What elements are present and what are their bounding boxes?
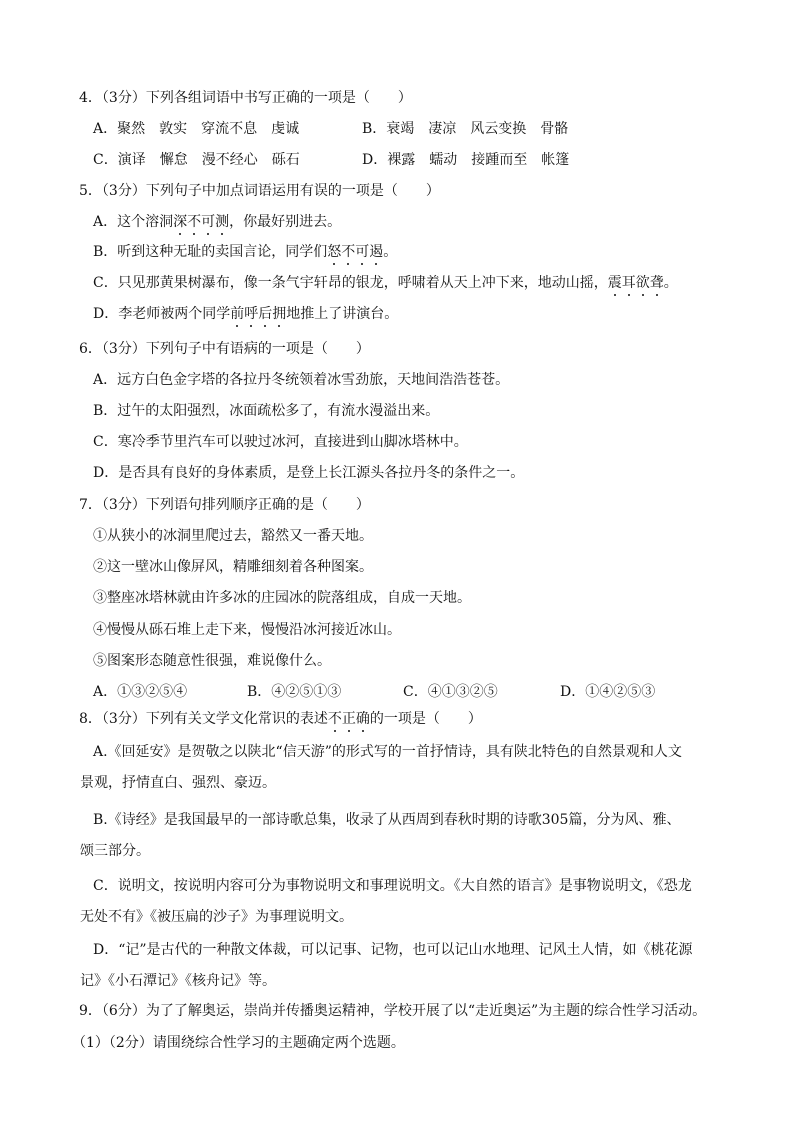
emphasis-char: 耳 — [621, 275, 636, 291]
question-7-sentence-5: ⑤图案形态随意性很强，难说像什么。 — [93, 653, 331, 669]
question-6-option-c: C．寒冷季节里汽车可以驶过冰河，直接进到山脚冰塔林中。 — [93, 434, 468, 450]
question-4-option-d: D．裸露 蠕动 接踵而至 帐篷 — [362, 152, 570, 168]
question-9-sub-1: （1）（2分）请围绕综合性学习的主题确定两个选题。 — [72, 1035, 405, 1051]
question-4-option-c: C．演译 懈怠 漫不经心 砾石 — [93, 152, 300, 168]
question-8-stem — [79, 709, 482, 729]
option-text: 。 — [663, 275, 678, 291]
emphasis-char: 不 — [341, 244, 356, 260]
emphasis-char: 拥 — [272, 306, 287, 322]
question-7-stem: 7．（3分）下列语句排列顺序正确的是（ ） — [79, 497, 370, 513]
emphasis-char: 正 — [341, 711, 356, 727]
emphasis-char: 深 — [173, 214, 188, 230]
question-8-option-d-line-1: D．“记”是古代的一种散文体裁，可以记事、记物，也可以记山水地理、记风土人情，如《桃花源 — [93, 942, 693, 958]
question-5-option-b — [93, 242, 397, 262]
emphasis-char: 不 — [327, 711, 342, 727]
question-7-sentence-3: ③整座冰塔林就由许多冰的庄园冰的院落组成，自成一天地。 — [93, 590, 471, 606]
emphasis-char: 不 — [187, 214, 202, 230]
emphasized-phrase — [327, 244, 383, 260]
option-text: A．这个溶洞 — [93, 214, 174, 230]
question-6-option-a: A．远方白色金字塔的各拉丹冬统领着冰雪劲旅，天地间浩浩苍苍。 — [93, 372, 510, 388]
option-text: 。 — [383, 244, 398, 260]
question-8-option-d-line-2: 记》《小石潭记》《核舟记》等。 — [80, 973, 276, 989]
question-8-option-a-line-2: 景观，抒情直白、强烈、豪迈。 — [80, 775, 276, 791]
option-text: B．听到这种无耻的卖国言论，同学们 — [93, 244, 328, 260]
question-9-stem: 9．（6分）为了了解奥运，崇尚并传播奥运精神，学校开展了以“走近奥运”为主题的综合性学习活动。 — [79, 1003, 707, 1019]
question-4-option-b: B．衰竭 凄凉 风云变换 骨骼 — [362, 121, 569, 137]
question-8-option-a-line-1: A.《回延安》是贺敬之以陕北“信天游”的形式写的一首抒情诗，具有陕北特色的自然景观和人文 — [93, 744, 682, 760]
question-8-option-c-line-1: C．说明文，按说明内容可分为事物说明文和事理说明文。《大自然的语言》是事物说明文，《恐龙 — [93, 878, 692, 894]
question-5-stem: 5．（3分）下列句子中加点词语运用有误的一项是（ ） — [79, 183, 440, 199]
question-7-sentence-4: ④慢慢从砾石堆上走下来，慢慢沿冰河接近冰山。 — [93, 622, 401, 638]
question-7-option-c: C．④①③②⑤ — [403, 684, 498, 700]
question-7-sentence-2: ②这一壁冰山像屏风，精雕细刻着各种图案。 — [93, 559, 373, 575]
stem-text: 的一项是（ ） — [369, 711, 482, 727]
emphasis-char: 可 — [201, 214, 216, 230]
question-7-option-d: D．①④②⑤③ — [560, 684, 656, 700]
emphasized-phrase — [328, 711, 370, 727]
emphasis-char: 可 — [355, 244, 370, 260]
question-4-option-a: A．聚然 敦实 穿流不息 虔诚 — [93, 121, 300, 137]
question-6-stem: 6．（3分）下列句子中有语病的一项是（ ） — [79, 341, 370, 357]
option-text: 地推上了讲演台。 — [286, 306, 399, 322]
emphasis-char: 欲 — [635, 275, 650, 291]
question-8-option-c-line-2: 无处不有》《被压扁的沙子》为事理说明文。 — [80, 909, 353, 925]
emphasis-char: 呼 — [244, 306, 259, 322]
emphasis-char: 后 — [258, 306, 273, 322]
emphasis-char: 确 — [355, 711, 370, 727]
emphasis-char: 前 — [230, 306, 245, 322]
question-7-option-b: B．④②⑤①③ — [247, 684, 342, 700]
question-7-option-a: A．①③②⑤④ — [93, 684, 188, 700]
question-8-option-b-line-2: 颂三部分。 — [80, 843, 150, 859]
option-text: C．只见那黄果树瀑布，像一条气宇轩昂的银龙，呼啸着从天上冲下来，地动山摇， — [93, 275, 608, 291]
question-7-sentence-1: ①从狭小的冰洞里爬过去，豁然又一番天地。 — [93, 528, 373, 544]
emphasis-char: 怒 — [327, 244, 342, 260]
question-5-option-c — [93, 273, 678, 293]
emphasis-char: 测 — [215, 214, 230, 230]
question-6-option-b: B．过午的太阳强烈，冰面疏松多了，有流水漫溢出来。 — [93, 403, 440, 419]
emphasized-phrase — [230, 306, 286, 322]
emphasis-char: 震 — [607, 275, 622, 291]
option-text: ，你最好别进去。 — [229, 214, 342, 230]
question-6-option-d: D．是否具有良好的身体素质，是登上长江源头各拉丹冬的条件之一。 — [93, 465, 525, 481]
emphasized-phrase — [173, 214, 229, 230]
stem-text: 8．（3分）下列有关文学文化常识的表述 — [79, 711, 328, 727]
question-5-option-a — [93, 212, 341, 232]
question-4-stem: 4．（3分）下列各组词语中书写正确的一项是（ ） — [79, 90, 412, 106]
question-8-option-b-line-1: B.《诗经》是我国最早的一部诗歌总集，收录了从西周到春秋时期的诗歌305篇，分为风、雅、 — [93, 812, 681, 828]
question-5-option-d — [93, 304, 398, 324]
emphasis-char: 聋 — [649, 275, 664, 291]
emphasized-phrase — [608, 275, 664, 291]
option-text: D．李老师被两个同学 — [93, 306, 231, 322]
emphasis-char: 遏 — [369, 244, 384, 260]
